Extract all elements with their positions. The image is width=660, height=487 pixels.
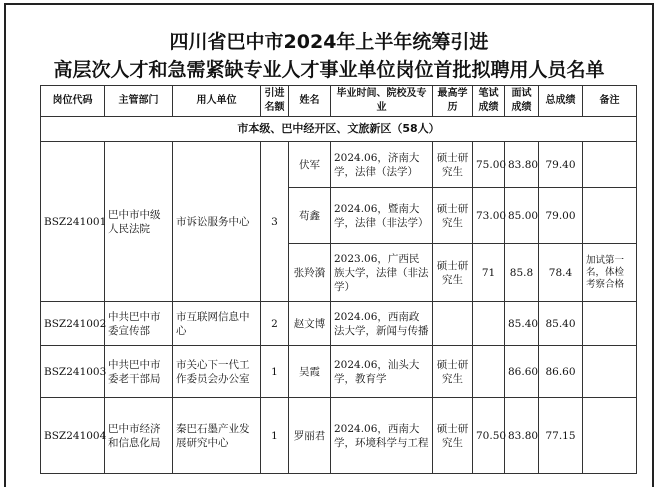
cell-name: 吴霞 [289,346,331,398]
cell-grad: 2024.06，暨南大学，法律（非法学） [331,188,433,244]
cell-name: 罗丽君 [289,398,331,474]
cell-department: 中共巴中市委老干部局 [105,346,173,398]
cell-total: 85.40 [539,302,583,346]
header-total: 总成绩 [539,86,583,117]
table-header-row [41,86,637,117]
header-quota: 引进名额 [261,86,289,117]
table-row [41,398,637,474]
cell-note [583,302,637,346]
header-note: 备注 [583,86,637,117]
header-written: 笔试成绩 [473,86,505,117]
cell-code: BSZ241001 [41,142,105,302]
cell-written: 73.00 [473,188,505,244]
cell-edu: 硕士研究生 [433,346,473,398]
personnel-table [40,85,637,474]
header-department: 主管部门 [105,86,173,117]
cell-total: 79.40 [539,142,583,188]
header-interview: 面试成绩 [505,86,539,117]
cell-note [583,398,637,474]
cell-unit: 秦巴石墨产业发展研究中心 [173,398,261,474]
cell-unit: 市互联网信息中心 [173,302,261,346]
cell-code: BSZ241003 [41,346,105,398]
cell-quota: 2 [261,302,289,346]
table-row [41,346,637,398]
header-name: 姓名 [289,86,331,117]
cell-written [473,302,505,346]
header-grad: 毕业时间、院校及专业 [331,86,433,117]
header-unit: 用人单位 [173,86,261,117]
cell-total: 79.00 [539,188,583,244]
section-title: 市本级、巴中经开区、文旅新区（58人） [41,117,637,142]
cell-edu: 硕士研究生 [433,398,473,474]
cell-interview: 83.80 [505,142,539,188]
cell-quota: 1 [261,346,289,398]
cell-note: 加试第一名，体检考察合格 [583,244,637,302]
cell-unit: 市诉讼服务中心 [173,142,261,302]
cell-quota: 3 [261,142,289,302]
document-title-line1: 四川省巴中市2024年上半年统筹引进 [169,31,489,53]
header-code: 岗位代码 [41,86,105,117]
cell-interview: 85.40 [505,302,539,346]
document-frame [4,3,654,487]
cell-interview: 86.60 [505,346,539,398]
cell-department: 巴中市中级人民法院 [105,142,173,302]
cell-written: 75.00 [473,142,505,188]
table-row [41,302,637,346]
section-row [41,117,637,142]
cell-interview: 83.80 [505,398,539,474]
cell-written: 70.50 [473,398,505,474]
cell-grad: 2024.06，西南政法大学，新闻与传播 [331,302,433,346]
cell-edu: 硕士研究生 [433,244,473,302]
document-title-line2: 高层次人才和急需紧缺专业人才事业单位岗位首批拟聘用人员名单 [53,59,605,81]
cell-note [583,346,637,398]
header-edu: 最高学历 [433,86,473,117]
cell-code: BSZ241004 [41,398,105,474]
cell-total: 78.4 [539,244,583,302]
cell-note [583,188,637,244]
cell-total: 86.60 [539,346,583,398]
cell-code: BSZ241002 [41,302,105,346]
cell-interview: 85.8 [505,244,539,302]
table-row [41,142,637,188]
cell-written [473,346,505,398]
cell-grad: 2023.06，广西民族大学，法律（非法学） [331,244,433,302]
cell-name: 苟鑫 [289,188,331,244]
cell-edu [433,302,473,346]
cell-name: 伏军 [289,142,331,188]
cell-quota: 1 [261,398,289,474]
cell-total: 77.15 [539,398,583,474]
cell-grad: 2024.06，汕头大学，教育学 [331,346,433,398]
cell-note [583,142,637,188]
cell-department: 中共巴中市委宣传部 [105,302,173,346]
cell-edu: 硕士研究生 [433,188,473,244]
cell-written: 71 [473,244,505,302]
cell-department: 巴中市经济和信息化局 [105,398,173,474]
cell-interview: 85.00 [505,188,539,244]
cell-name: 赵文博 [289,302,331,346]
cell-grad: 2024.06，济南大学，法律（法学） [331,142,433,188]
cell-edu: 硕士研究生 [433,142,473,188]
cell-name: 张羚漪 [289,244,331,302]
cell-unit: 市关心下一代工作委员会办公室 [173,346,261,398]
cell-grad: 2024.06，西南大学，环境科学与工程 [331,398,433,474]
